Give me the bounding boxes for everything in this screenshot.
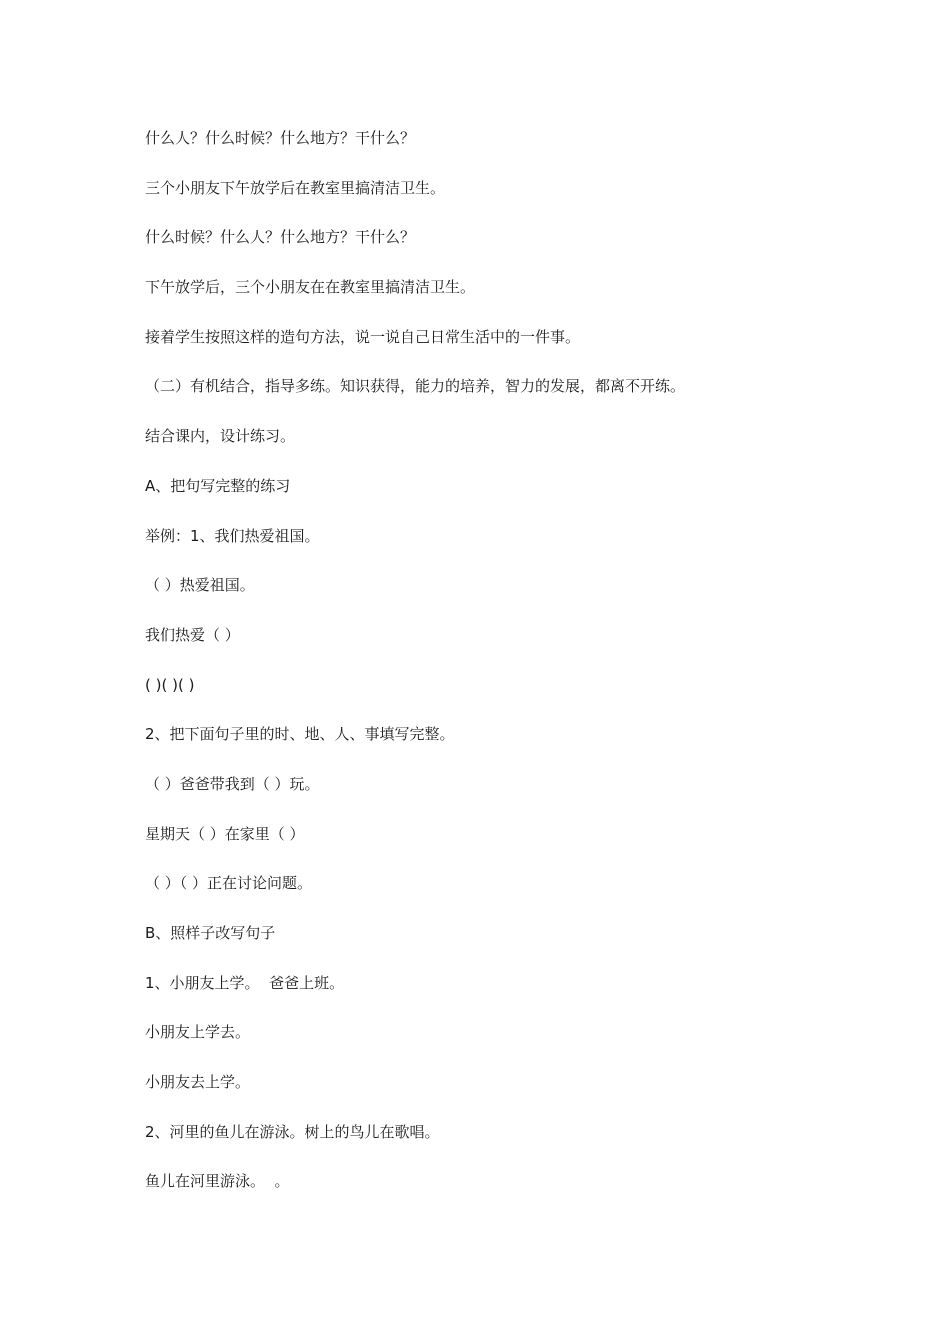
text-line: （ ）热爱祖国。 xyxy=(145,576,255,595)
text-line: ( )( )( ) xyxy=(145,675,195,694)
text-line: 2、把下面句子里的时、地、人、事填写完整。 xyxy=(145,725,455,744)
text-line: 小朋友去上学。 xyxy=(145,1073,251,1092)
text-line: 结合课内，设计练习。 xyxy=(145,427,296,446)
text-line: 举例：1、我们热爱祖国。 xyxy=(145,526,320,545)
text-line: 小朋友上学去。 xyxy=(145,1023,251,1042)
document-body xyxy=(145,127,845,1220)
text-line: （二）有机结合，指导多练。知识获得，能力的培养，智力的发展，都离不开练。 xyxy=(145,377,686,396)
text-line: 什么人？什么时候？什么地方？干什么？ xyxy=(145,129,416,147)
text-line: 下午放学后，三个小朋友在在教室里搞清洁卫生。 xyxy=(145,278,476,297)
text-line: 接着学生按照这样的造句方法，说一说自己日常生活中的一件事。 xyxy=(145,327,581,346)
section-heading: A、把句写完整的练习 xyxy=(145,476,291,495)
text-line: 2、河里的鱼儿在游泳。树上的鸟儿在歌唱。 xyxy=(145,1122,440,1141)
text-line: 1、小朋友上学。 爸爸上班。 xyxy=(145,973,345,992)
text-line: 鱼儿在河里游泳。 。 xyxy=(145,1172,290,1191)
text-line: （ ）（ ）正在讨论问题。 xyxy=(145,874,313,893)
text-line: 星期天（ ）在家里（ ） xyxy=(145,824,305,843)
text-line: 什么时候？什么人？什么地方？干什么？ xyxy=(145,228,416,247)
section-heading: B、照样子改写句子 xyxy=(145,924,276,942)
text-line: （ ）爸爸带我到（ ）玩。 xyxy=(145,774,320,793)
text-line: 我们热爱（ ） xyxy=(145,625,240,644)
text-line: 三个小朋友下午放学后在教室里搞清洁卫生。 xyxy=(145,178,446,197)
